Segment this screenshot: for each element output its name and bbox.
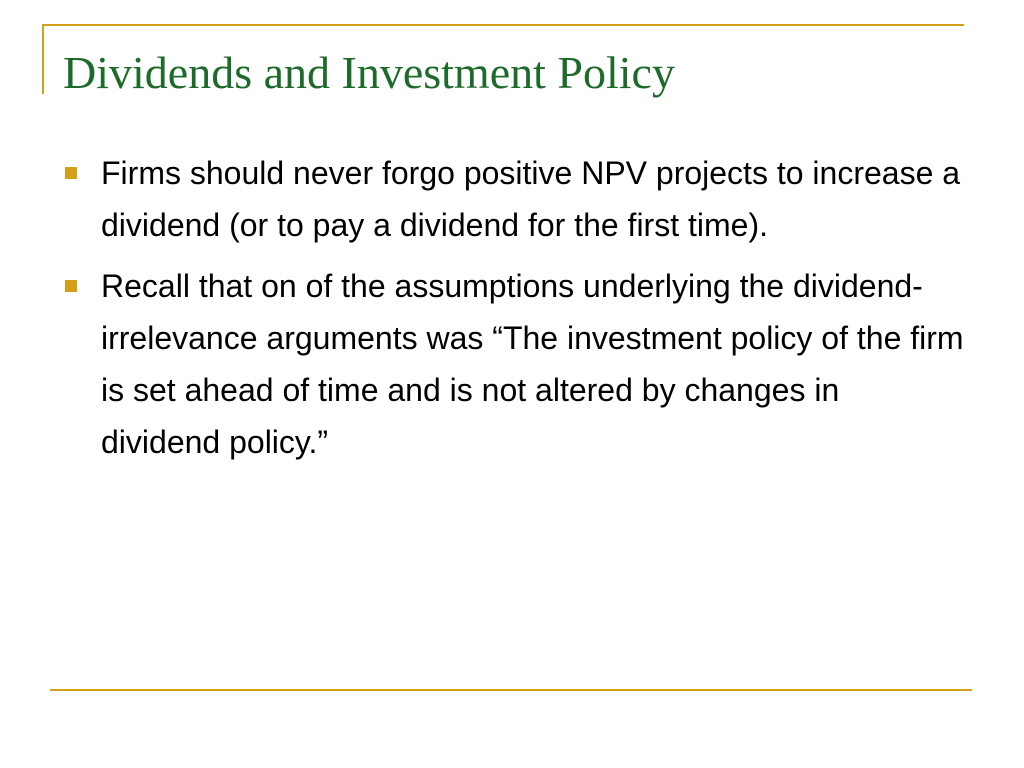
frame-left-rule xyxy=(42,24,44,94)
bullet-list xyxy=(64,147,964,468)
square-bullet-icon xyxy=(65,167,77,179)
footer-rule xyxy=(50,689,972,691)
bullet-text: Firms should never forgo positive NPV projects to increase a dividend (or to pay a dividend for the first time). xyxy=(101,155,961,243)
square-bullet-icon xyxy=(65,280,77,292)
slide-title: Dividends and Investment Policy xyxy=(63,47,675,98)
frame-top-rule xyxy=(42,24,964,26)
bullet-item xyxy=(64,147,964,251)
bullet-item xyxy=(64,260,964,468)
bullet-text: Recall that on of the assumptions underlying the dividend-irrelevance arguments was “The investment policy of the firm is set ahead of time and is not altered by changes in dividend policy.” xyxy=(101,268,964,460)
